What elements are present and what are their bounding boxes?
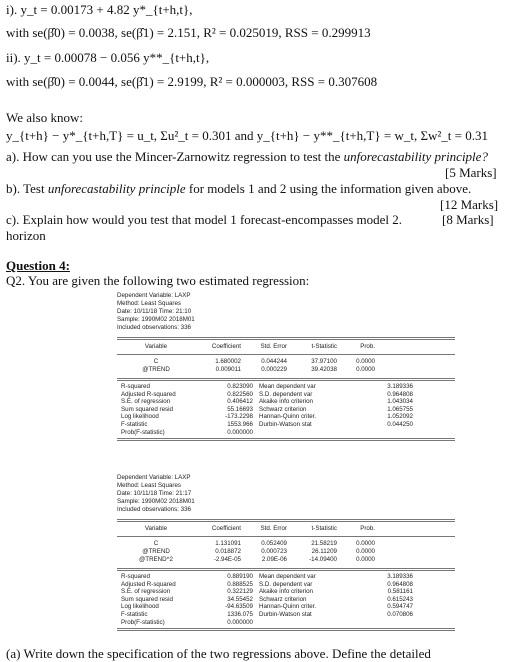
stat-value: 3.189336	[387, 383, 413, 390]
column-header: Std. Error	[260, 343, 287, 350]
stat-value: 3.189336	[387, 573, 413, 580]
stat-label: Prob(F-statistic)	[121, 618, 165, 626]
column-header: Coefficient	[211, 525, 241, 532]
stat-value: 0.044250	[387, 420, 413, 428]
column-header-row	[117, 343, 455, 351]
header-line: Sample: 1990M02 2018M01	[117, 498, 195, 505]
header-line: Method: Least Squares	[117, 482, 181, 489]
stats-row	[117, 573, 455, 581]
cutoff-text: (a) Write down the specification of the two regressions above. Define the detailed	[6, 646, 431, 661]
stat-value: 34.55452	[227, 595, 253, 603]
column-header: Std. Error	[260, 525, 287, 532]
stat-label: R-squared	[121, 573, 150, 580]
stat-label: F-statistic	[121, 420, 148, 428]
stat-label: S.D. dependent var	[259, 580, 313, 588]
stat-value: 0.889190	[227, 573, 253, 580]
stat-value: 55.16693	[227, 405, 253, 413]
stat-label: R-squared	[121, 383, 150, 390]
regression-output-2	[117, 474, 455, 631]
stats-row	[117, 581, 455, 589]
stats-row	[117, 406, 455, 414]
stats-row	[117, 596, 455, 604]
cell: 39.42038	[311, 366, 337, 373]
column-header: Coefficient	[211, 343, 241, 350]
question-a-text: a). How can you use the Mincer-Zarnowitz regression to test the	[6, 149, 341, 164]
stat-value: 0.594747	[387, 603, 413, 611]
divider	[117, 628, 455, 631]
question-2-prompt: Q2. You are given the following two estimated regression:	[6, 273, 310, 288]
stats-row	[117, 619, 455, 627]
equation-2-stats: with se(β̂0) = 0.0044, se(β̂1) = 2.9199, R² = 0.000003, RSS = 0.307608	[6, 74, 378, 89]
stat-value: -94.63509	[225, 603, 253, 611]
stats-row	[117, 398, 455, 406]
cell: 0.018872	[215, 548, 241, 555]
equation-1: i). y_t = 0.00173 + 4.82 y*_{t+h,t},	[6, 2, 193, 17]
column-header: Variable	[144, 343, 168, 350]
stat-value: 0.964808	[387, 580, 413, 588]
stat-value	[371, 429, 413, 437]
cell: 0.0000	[356, 366, 375, 373]
question-4-title: Question 4:	[6, 258, 70, 273]
cell: 37.97100	[311, 358, 337, 365]
stat-label: Schwarz criterion	[259, 595, 307, 603]
stat-value: 0.000000	[227, 428, 253, 436]
question-a	[6, 149, 488, 165]
equation-1-stats: with se(β̂0) = 0.0038, se(β̂1) = 2.151, R² = 0.025019, RSS = 0.299913	[6, 25, 371, 40]
question-b	[6, 181, 471, 197]
question-b-italic: unforecastability principle	[47, 181, 186, 196]
stat-value: 0.322129	[227, 588, 253, 596]
question-b-text: b). Test	[6, 181, 45, 196]
header-line: Date: 10/11/18 Time: 21:17	[117, 490, 192, 497]
column-header: Variable	[144, 525, 168, 532]
stats-row	[117, 588, 455, 596]
stat-value: 0.000000	[227, 618, 253, 626]
cell: 0.044244	[261, 358, 287, 365]
stat-value: 1.043034	[387, 398, 413, 406]
stat-label: Mean dependent var	[259, 383, 316, 390]
divider	[117, 438, 455, 441]
cell: -2.94E-05	[213, 556, 241, 563]
header-line: Date: 10/11/18 Time: 21:10	[117, 308, 192, 315]
cell: 26.11209	[311, 548, 337, 555]
cell: 0.009011	[215, 366, 241, 373]
stat-label: S.E. of regression	[121, 398, 171, 406]
stats-row	[117, 383, 455, 391]
question-b-marks: [12 Marks]	[440, 197, 499, 212]
table-row	[117, 358, 455, 366]
stat-label: Prob(F-statistic)	[121, 428, 165, 436]
cell: 1.131091	[215, 540, 241, 547]
cell: 21.58219	[311, 540, 337, 547]
stat-label: S.E. of regression	[121, 588, 171, 596]
stat-label: Log likelihood	[121, 603, 159, 611]
question-c-continuation: horizon	[6, 228, 46, 243]
stat-label: Adjusted R-squared	[121, 580, 176, 588]
stats-row	[117, 611, 455, 619]
cell: 0.000229	[261, 366, 287, 373]
stat-label: Schwarz criterion	[259, 405, 307, 413]
stat-value: 0.070806	[387, 610, 413, 618]
cell: 2.09E-06	[261, 556, 287, 563]
stat-label: Adjusted R-squared	[121, 390, 176, 398]
column-header: Prob.	[360, 525, 375, 532]
column-header-row	[117, 525, 455, 533]
cell: @TREND	[142, 548, 170, 555]
stat-label: Hannan-Quinn criter.	[259, 603, 317, 611]
stat-label: Sum squared resid	[121, 405, 173, 413]
stat-label: Sum squared resid	[121, 595, 173, 603]
table-row	[117, 540, 455, 548]
regression-1-header	[117, 292, 455, 332]
question-a-marks: [5 Marks]	[445, 165, 497, 180]
stat-value: 1.065755	[387, 405, 413, 413]
stat-value: 0.822560	[227, 390, 253, 398]
cell: 0.000723	[261, 548, 287, 555]
header-line: Dependent Variable: LAXP	[117, 474, 191, 481]
stat-label: Durbin-Watson stat	[259, 420, 312, 428]
cell: C	[153, 358, 159, 365]
question-b-rest: for models 1 and 2 using the information given above.	[188, 181, 472, 196]
header-line: Dependent Variable: LAXP	[117, 292, 191, 299]
regression-output-1	[117, 292, 455, 441]
header-line: Included observations: 336	[117, 324, 191, 331]
divider	[117, 337, 455, 340]
divider	[117, 519, 455, 522]
stat-value: 0.823090	[227, 383, 253, 390]
question-a-italic: unforecastability principle?	[343, 149, 488, 164]
stat-label: F-statistic	[121, 610, 148, 618]
cell: C	[153, 540, 159, 547]
stat-value: 0.406412	[227, 398, 253, 406]
stat-label: Mean dependent var	[259, 573, 316, 580]
stat-label: Log likelihood	[121, 413, 159, 421]
stat-value	[371, 619, 413, 627]
table-row	[117, 548, 455, 556]
stats-row	[117, 391, 455, 399]
stats-row	[117, 603, 455, 611]
stat-label	[253, 429, 371, 437]
cell: 0.0000	[356, 556, 375, 563]
question-c: c). Explain how would you test that model 1 forecast-encompasses model 2.	[6, 212, 403, 227]
regression-2-header	[117, 474, 455, 514]
stat-value: 0.964808	[387, 390, 413, 398]
header-line: Included observations: 336	[117, 506, 191, 513]
cell: 0.0000	[356, 540, 375, 547]
stats-row	[117, 413, 455, 421]
header-line: Method: Least Squares	[117, 300, 181, 307]
cell: -14.09400	[309, 556, 337, 563]
cell: @TREND	[142, 366, 170, 373]
column-header: Prob.	[360, 343, 375, 350]
cell: 0.0000	[356, 548, 375, 555]
stat-value: 1553.966	[227, 420, 253, 428]
stat-label	[253, 619, 371, 627]
stat-value: 0.615243	[387, 595, 413, 603]
intro-text: We also know:	[6, 110, 83, 125]
stat-value: 1.052092	[387, 413, 413, 421]
table-row	[117, 556, 455, 564]
equation-2: ii). y_t = 0.00078 − 0.056 y**_{t+h,t},	[6, 50, 210, 65]
stat-label: Hannan-Quinn criter.	[259, 413, 317, 421]
question-c-marks: [8 Marks]	[442, 212, 494, 227]
header-line: Sample: 1990M02 2018M01	[117, 316, 195, 323]
column-header: t-Statistic	[311, 525, 337, 532]
stats-row	[117, 421, 455, 429]
table-row	[117, 366, 455, 374]
stat-value: 0.581161	[387, 588, 413, 596]
known-relations: y_{t+h} − y*_{t+h,T} = u_t, Σu²_t = 0.301 and y_{t+h} − y**_{t+h,T} = w_t, Σw²_t = 0.31	[6, 128, 488, 143]
stat-label: Akaike info criterion	[259, 398, 313, 406]
stat-value: 1336.075	[227, 610, 253, 618]
cell: 0.0000	[356, 358, 375, 365]
stat-value: -173.2298	[225, 413, 253, 421]
cell: 0.052409	[261, 540, 287, 547]
cell: 1.680002	[215, 358, 241, 365]
cell: @TREND^2	[139, 556, 173, 563]
stat-label: S.D. dependent var	[259, 390, 313, 398]
column-header: t-Statistic	[311, 343, 337, 350]
stat-value: 0.888525	[227, 580, 253, 588]
stat-label: Akaike info criterion	[259, 588, 313, 596]
stats-row	[117, 429, 455, 437]
stat-label: Durbin-Watson stat	[259, 610, 312, 618]
